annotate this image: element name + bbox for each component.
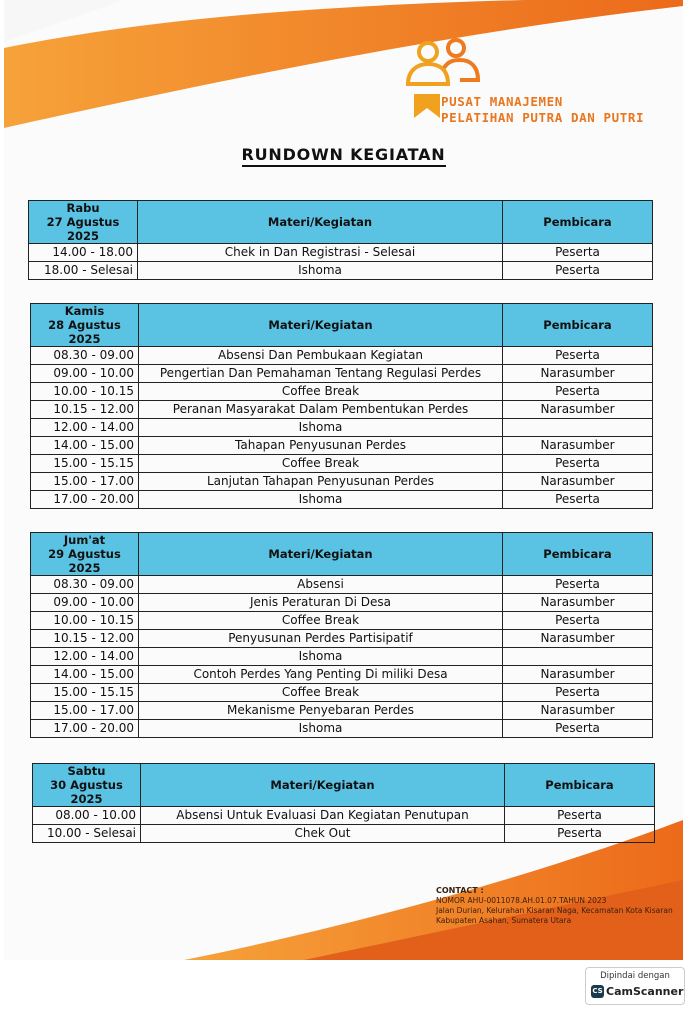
table-row: [31, 347, 653, 365]
activity-cell: Ishoma: [139, 648, 503, 666]
activity-cell: Absensi: [139, 576, 503, 594]
table-row: [31, 702, 653, 720]
table-row: [31, 491, 653, 509]
table-row: [31, 720, 653, 738]
table-row: [31, 365, 653, 383]
speaker-column-header: Pembicara: [503, 201, 653, 244]
activity-cell: Lanjutan Tahapan Penyusunan Perdes: [139, 473, 503, 491]
activity-cell: Ishoma: [138, 262, 503, 280]
speaker-cell: Peserta: [505, 807, 655, 825]
activity-column-header: Materi/Kegiatan: [138, 201, 503, 244]
time-cell: 15.00 - 17.00: [31, 473, 139, 491]
speaker-cell: Peserta: [503, 720, 653, 738]
organization-name: [441, 94, 644, 126]
activity-cell: Jenis Peraturan Di Desa: [139, 594, 503, 612]
activity-cell: Chek Out: [141, 825, 505, 843]
schedule-table: [30, 303, 653, 509]
time-cell: 15.00 - 15.15: [31, 684, 139, 702]
speaker-cell: Narasumber: [503, 365, 653, 383]
time-cell: 17.00 - 20.00: [31, 720, 139, 738]
org-line1: PUSAT MANAJEMEN: [441, 94, 563, 109]
day-date: 28 Agustus 2025: [48, 318, 121, 346]
activity-cell: Ishoma: [139, 419, 503, 437]
day-date: 30 Agustus 2025: [50, 778, 123, 806]
day-date-header: [31, 304, 139, 347]
activity-cell: Mekanisme Penyebaran Perdes: [139, 702, 503, 720]
table-header-row: [29, 201, 653, 244]
speaker-cell: [503, 648, 653, 666]
time-cell: 10.15 - 12.00: [31, 401, 139, 419]
table-row: [31, 666, 653, 684]
org-line2: PELATIHAN PUTRA DAN PUTRI: [441, 110, 645, 125]
table-row: [31, 383, 653, 401]
contact-nomor: NOMOR AHU-0011078.AH.01.07.TAHUN 2023: [436, 896, 607, 905]
schedule-table: [30, 532, 653, 738]
speaker-cell: Peserta: [503, 612, 653, 630]
speaker-cell: Peserta: [503, 244, 653, 262]
table-row: [33, 825, 655, 843]
activity-cell: Ishoma: [139, 491, 503, 509]
activity-cell: Absensi Dan Pembukaan Kegiatan: [139, 347, 503, 365]
day-date-header: [31, 533, 139, 576]
table-row: [31, 612, 653, 630]
activity-cell: Absensi Untuk Evaluasi Dan Kegiatan Penutupan: [141, 807, 505, 825]
time-cell: 08.30 - 09.00: [31, 576, 139, 594]
speaker-cell: Peserta: [503, 455, 653, 473]
activity-cell: Ishoma: [139, 720, 503, 738]
table-row: [31, 473, 653, 491]
time-cell: 18.00 - Selesai: [29, 262, 138, 280]
speaker-cell: Peserta: [503, 491, 653, 509]
speaker-cell: Narasumber: [503, 473, 653, 491]
camscanner-badge: [585, 967, 685, 1005]
day-date-header: [29, 201, 138, 244]
table-header-row: [33, 764, 655, 807]
table-header-row: [31, 533, 653, 576]
activity-cell: Coffee Break: [139, 612, 503, 630]
speaker-cell: Peserta: [503, 684, 653, 702]
activity-cell: Pengertian Dan Pemahaman Tentang Regulasi Perdes: [139, 365, 503, 383]
speaker-cell: Peserta: [503, 262, 653, 280]
speaker-cell: Peserta: [503, 576, 653, 594]
speaker-cell: Peserta: [503, 383, 653, 401]
schedule-table: [28, 200, 653, 280]
activity-cell: Chek in Dan Registrasi - Selesai: [138, 244, 503, 262]
time-cell: 15.00 - 17.00: [31, 702, 139, 720]
speaker-cell: Narasumber: [503, 702, 653, 720]
contact-block: [436, 886, 673, 926]
table-row: [31, 630, 653, 648]
speaker-cell: Peserta: [503, 347, 653, 365]
time-cell: 10.00 - 10.15: [31, 383, 139, 401]
table-row: [29, 244, 653, 262]
day-date: 29 Agustus 2025: [48, 547, 121, 575]
activity-cell: Penyusunan Perdes Partisipatif: [139, 630, 503, 648]
time-cell: 10.15 - 12.00: [31, 630, 139, 648]
day-name: Jum'at: [63, 533, 106, 547]
time-cell: 08.00 - 10.00: [33, 807, 141, 825]
day-name: Rabu: [66, 201, 100, 215]
table-row: [33, 807, 655, 825]
time-cell: 10.00 - Selesai: [33, 825, 141, 843]
speaker-cell: Narasumber: [503, 401, 653, 419]
activity-column-header: Materi/Kegiatan: [141, 764, 505, 807]
speaker-column-header: Pembicara: [503, 533, 653, 576]
time-cell: 14.00 - 15.00: [31, 666, 139, 684]
table-row: [31, 455, 653, 473]
table-row: [31, 648, 653, 666]
day-name: Kamis: [64, 304, 105, 318]
speaker-column-header: Pembicara: [505, 764, 655, 807]
activity-cell: Coffee Break: [139, 684, 503, 702]
time-cell: 12.00 - 14.00: [31, 419, 139, 437]
table-row: [31, 594, 653, 612]
table-row: [31, 401, 653, 419]
table-row: [31, 437, 653, 455]
page-title: [0, 145, 687, 164]
table-row: [29, 262, 653, 280]
contact-label: CONTACT :: [436, 886, 484, 895]
camscanner-icon: CS: [591, 985, 604, 998]
time-cell: 09.00 - 10.00: [31, 594, 139, 612]
activity-cell: Coffee Break: [139, 383, 503, 401]
activity-column-header: Materi/Kegiatan: [139, 304, 503, 347]
day-date: 27 Agustus 2025: [46, 215, 120, 243]
speaker-cell: Narasumber: [503, 666, 653, 684]
speaker-cell: Narasumber: [503, 437, 653, 455]
time-cell: 10.00 - 10.15: [31, 612, 139, 630]
time-cell: 17.00 - 20.00: [31, 491, 139, 509]
time-cell: 14.00 - 15.00: [31, 437, 139, 455]
activity-cell: Contoh Perdes Yang Penting Di miliki Desa: [139, 666, 503, 684]
page-title-text: RUNDOWN KEGIATAN: [242, 145, 446, 167]
activity-column-header: Materi/Kegiatan: [139, 533, 503, 576]
time-cell: 09.00 - 10.00: [31, 365, 139, 383]
table-header-row: [31, 304, 653, 347]
contact-address1: Jalan Durian, Kelurahan Kisaran Naga, Kecamatan Kota Kisaran: [436, 906, 673, 915]
activity-cell: Peranan Masyarakat Dalam Pembentukan Perdes: [139, 401, 503, 419]
scanner-line2: CamScanner: [606, 985, 684, 998]
day-name: Sabtu: [67, 764, 106, 778]
table-row: [31, 419, 653, 437]
time-cell: 15.00 - 15.15: [31, 455, 139, 473]
table-row: [31, 684, 653, 702]
contact-address2: Kabupaten Asahan, Sumatera Utara: [436, 916, 572, 925]
scanner-line1: Dipindai dengan: [600, 971, 670, 981]
activity-cell: Tahapan Penyusunan Perdes: [139, 437, 503, 455]
activity-cell: Coffee Break: [139, 455, 503, 473]
speaker-cell: Peserta: [505, 825, 655, 843]
time-cell: 08.30 - 09.00: [31, 347, 139, 365]
time-cell: 14.00 - 18.00: [29, 244, 138, 262]
speaker-cell: Narasumber: [503, 594, 653, 612]
table-row: [31, 576, 653, 594]
day-date-header: [33, 764, 141, 807]
time-cell: 12.00 - 14.00: [31, 648, 139, 666]
schedule-table: [32, 763, 655, 843]
speaker-cell: Narasumber: [503, 630, 653, 648]
speaker-cell: [503, 419, 653, 437]
speaker-column-header: Pembicara: [503, 304, 653, 347]
